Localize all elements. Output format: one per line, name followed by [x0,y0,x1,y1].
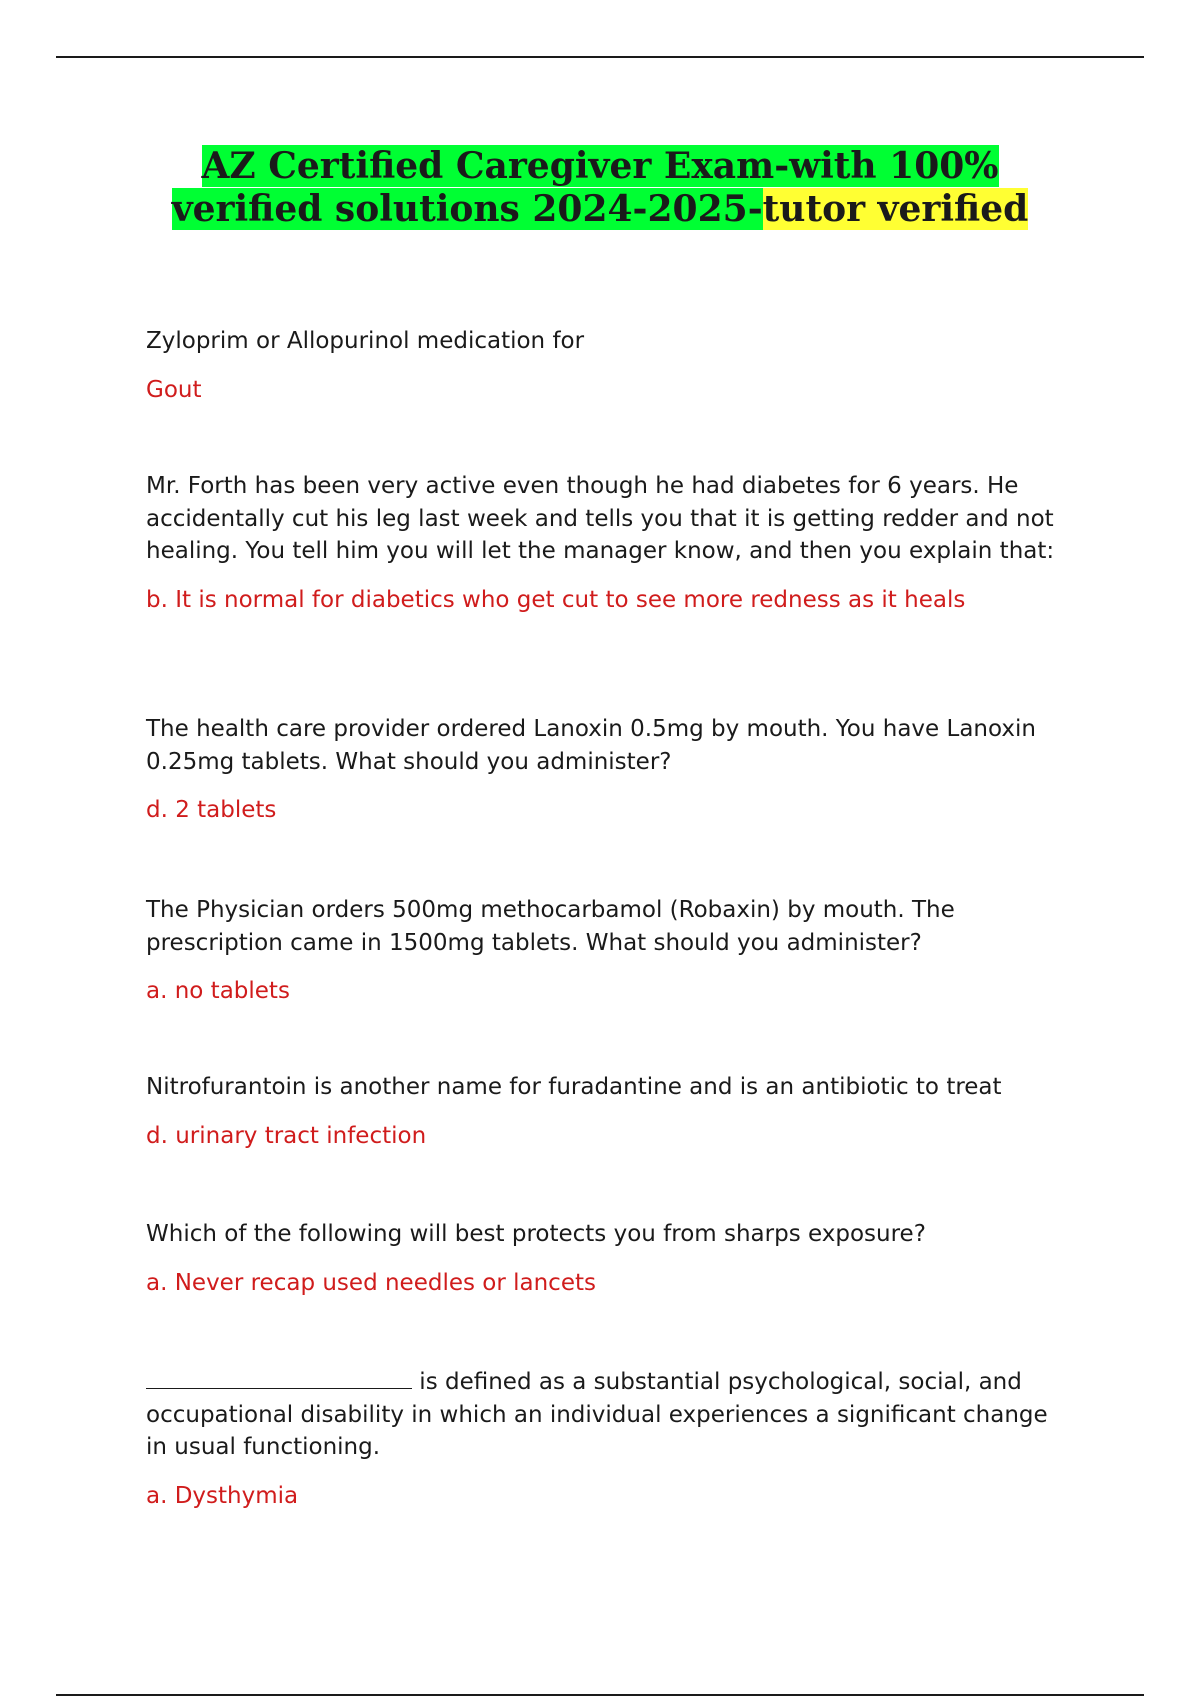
qa-item-5 [146,1071,1066,1152]
top-rule [56,56,1144,58]
qa-item-7 [146,1364,1066,1512]
question-3: The health care provider ordered Lanoxin 0.5mg by mouth. You have Lanoxin 0.25mg tablets. What should you administer? [146,716,1036,775]
answer-3: d. 2 tablets [146,797,277,823]
answer-7: a. Dysthymia [146,1482,299,1509]
qa-item-3 [146,713,1066,827]
qa-item-4 [146,894,1066,1008]
answer-4: a. no tablets [146,978,290,1004]
question-4: The Physician orders 500mg methocarbamol (Robaxin) by mouth. The prescription came in 1500mg tablets. What should you administer? [146,897,955,956]
question-7-text: is defined as a substantial psychological, social, and occupational disability in which an individual experiences a significant change in usual functioning. [146,1369,1048,1460]
qa-item-6 [146,1218,1066,1299]
document-title [120,145,1080,231]
answer-1: Gout [146,376,202,403]
bottom-rule [56,1694,1144,1696]
question-6: Which of the following will best protects you from sharps exposure? [146,1221,926,1247]
question-1: Zyloprim or Allopurinol medication for [146,328,585,354]
title-yellow-highlight: tutor verified [762,188,1029,230]
answer-2: b. It is normal for diabetics who get cut to see more redness as it heals [146,586,966,613]
title-green-highlight: AZ Certified Caregiver Exam-with 100% verified solutions 2024-2025- [171,145,999,230]
question-7 [146,1364,1066,1464]
question-2: Mr. Forth has been very active even though he had diabetes for 6 years. He accidentally cut his leg last week and tells you that it is getting redder and not healing. You tell him you will let the manager know, and then you explain that: [146,473,1055,564]
answer-5: d. urinary tract infection [146,1122,427,1149]
qa-item-1 [146,325,1066,406]
qa-item-2 [146,470,1066,616]
fill-in-blank-line [146,1364,412,1389]
answer-6: a. Never recap used needles or lancets [146,1269,596,1296]
question-5: Nitrofurantoin is another name for furadantine and is an antibiotic to treat [146,1074,1002,1100]
